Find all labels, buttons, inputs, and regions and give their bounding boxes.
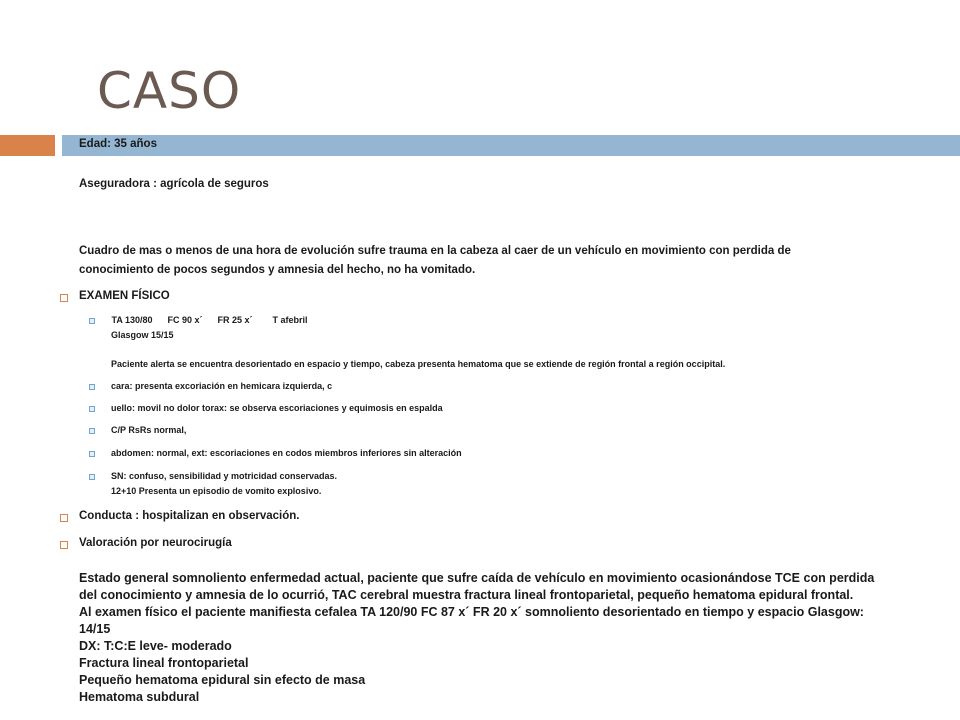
history-line-1: Cuadro de mas o menos de una hora de evolución sufre trauma en la cabeza al caer de un vehículo en movimiento con perdida de [79,245,791,257]
exam-neck-chest: uello: movil no dolor torax: se observa escoriaciones y equimosis en espalda [111,403,443,413]
neuro-line-8: Hematoma subdural [79,690,200,704]
exam-glasgow: Glasgow 15/15 [111,330,174,340]
sub-bullet [89,318,95,324]
exam-sn: SN: confuso, sensibilidad y motricidad conservadas. [111,471,338,481]
sub-bullet [89,384,95,390]
neuro-line-1: Estado general somnoliento enfermedad actual, paciente que sufre caída de vehículo en movimiento ocasionándose TCE con perdida [79,571,875,585]
sub-bullet [89,406,95,412]
conduct-text: Conducta : hospitalizan en observación. [79,510,300,522]
bullet-square [60,294,68,302]
age-text: Edad: 35 años [79,138,157,150]
exam-face: cara: presenta excoriación en hemicara izquierda, c [111,381,333,391]
bullet-square [60,541,68,549]
sub-bullet [89,474,95,480]
insurer-text: Aseguradora : agrícola de seguros [79,178,269,190]
accent-bar-orange [0,135,55,156]
neuro-heading: Valoración por neurocirugía [79,537,232,549]
neuro-line-6: Fractura lineal frontoparietal [79,656,249,670]
exam-heading: EXAMEN FÍSICO [79,290,170,302]
sub-bullet [89,451,95,457]
history-line-2: conocimiento de pocos segundos y amnesia del hecho, no ha vomitado. [79,264,476,276]
neuro-line-4: 14/15 [79,622,111,636]
bullet-square [60,514,68,522]
neuro-line-3: Al examen físico el paciente manifiesta cefalea TA 120/90 FC 87 x´ FR 20 x´ somnoliento desorientado en tiempo y espacio Glasgow: [79,605,864,619]
neuro-line-7: Pequeño hematoma epidural sin efecto de masa [79,673,366,687]
exam-vitals: TA 130/80 FC 90 x´ FR 25 x´ T afebril [109,315,308,325]
neuro-line-2: del conocimiento y amnesia de lo ocurrió, TAC cerebral muestra fractura lineal frontoparietal, pequeño hematoma epidural frontal. [79,588,854,602]
slide-title: CASO [97,62,242,120]
accent-bar-blue [62,135,960,156]
sub-bullet [89,428,95,434]
exam-vomit: 12+10 Presenta un episodio de vomito explosivo. [111,486,322,496]
exam-cp: C/P RsRs normal, [111,425,187,435]
neuro-line-5: DX: T:C:E leve- moderado [79,639,232,653]
exam-abdomen: abdomen: normal, ext: escoriaciones en codos miembros inferiores sin alteración [111,448,462,458]
exam-general: Paciente alerta se encuentra desorientado en espacio y tiempo, cabeza presenta hematoma que se extiende de región frontal a región occipital. [111,359,726,369]
